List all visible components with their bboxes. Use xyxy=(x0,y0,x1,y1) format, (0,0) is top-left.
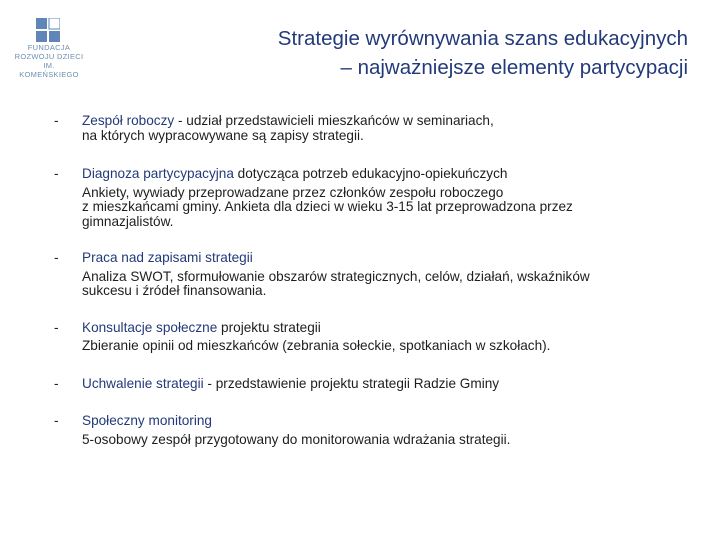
item-heading: Diagnoza partycypacyjna xyxy=(82,166,234,181)
item-heading-rest: - udział przedstawicieli mieszkańców w seminariach, xyxy=(174,113,494,128)
item-heading: Społeczny monitoring xyxy=(82,413,212,428)
item-text-line: 5-osobowy zespół przygotowany do monitorowania wdrażania strategii. xyxy=(82,431,511,447)
item-text-line: gimnazjalistów. xyxy=(82,213,174,229)
foundation-logo xyxy=(14,18,84,78)
slide-title-line-1: Strategie wyrównywania szans edukacyjnych xyxy=(277,27,688,50)
list-item xyxy=(54,377,694,392)
item-text-line: Zbieranie opinii od mieszkańców (zebrania sołeckie, spotkaniach w szkołach). xyxy=(82,338,551,353)
item-heading-rest: dotycząca potrzeb edukacyjno-opiekuńczych xyxy=(233,166,508,181)
logo-text xyxy=(14,43,84,79)
item-text-line: sukcesu i źródeł finansowania. xyxy=(82,283,267,298)
list-item xyxy=(54,251,694,299)
bullet-dash: - xyxy=(54,375,59,391)
item-heading: Zespół roboczy xyxy=(82,113,175,128)
bullet-dash: - xyxy=(54,319,59,335)
slide-title-line-2: – najważniejsze elementy partycypacji xyxy=(340,56,688,79)
item-text-line: Analiza SWOT, sformułowanie obszarów strategicznych, celów, działań, wskaźników xyxy=(82,268,590,284)
list-item xyxy=(54,414,694,447)
item-text-line: Ankiety, wywiady przeprowadzane przez członków zespołu roboczego xyxy=(82,184,504,200)
list-item xyxy=(54,114,694,143)
item-heading-rest: projektu strategii xyxy=(217,319,321,335)
participation-elements-list xyxy=(54,114,694,447)
item-text-line: na których wypracowywane są zapisy strategii. xyxy=(82,127,364,143)
logo-squares-icon xyxy=(36,18,60,42)
bullet-dash: - xyxy=(54,166,59,181)
list-item xyxy=(54,167,694,229)
item-heading: Uchwalenie strategii xyxy=(82,375,204,391)
item-heading: Konsultacje społeczne xyxy=(82,319,218,335)
logo-text-line: FUNDACJA xyxy=(27,43,71,52)
list-item xyxy=(54,321,694,354)
bullet-dash: - xyxy=(54,413,59,428)
logo-text-line: ROZWOJU DZIECI xyxy=(14,52,84,61)
item-heading: Praca nad zapisami strategii xyxy=(82,250,253,265)
slide-title xyxy=(278,24,688,82)
item-heading-rest: - przedstawienie projektu strategii Radzie Gminy xyxy=(203,375,500,391)
item-text-line: z mieszkańcami gminy. Ankieta dla dzieci w wieku 3-15 lat przeprowadzona przez xyxy=(82,199,573,214)
bullet-dash: - xyxy=(54,250,59,265)
bullet-dash: - xyxy=(54,113,59,128)
logo-text-line: IM. KOMEŃSKIEGO xyxy=(19,61,79,79)
